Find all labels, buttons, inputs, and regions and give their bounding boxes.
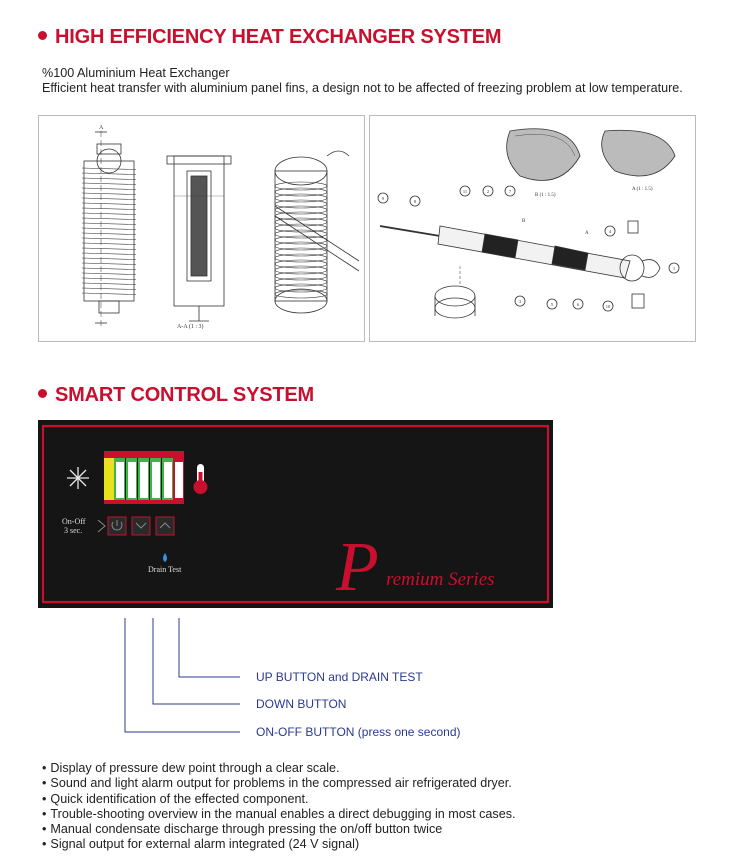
feature-item: • Quick identification of the effected component. [42,792,516,807]
section-title-text: SMART CONTROL SYSTEM [55,384,314,406]
callout-onoff-button: ON-OFF BUTTON (press one second) [256,725,461,739]
onoff-hint-duration: 3 sec. [64,526,83,535]
dew-point-scale [104,451,184,504]
intro-line-2: Efficient heat transfer with aluminium panel fins, a design not to be affected of freezing problem at low temperature. [42,81,683,95]
snowflake-icon [67,467,89,489]
callout-down-button: DOWN BUTTON [256,697,347,711]
down-button[interactable] [132,517,150,535]
intro-text [42,66,698,96]
part-number-label: 11 [462,189,468,194]
feature-item: • Trouble-shooting overview in the manual enables a direct debugging in most cases. [42,807,516,822]
up-button[interactable] [156,517,174,535]
heat-exchanger-section-illustration [39,116,364,341]
part-number-label: 4 [608,229,612,234]
section-title-heat-exchanger [38,26,501,49]
part-number-label: 9 [381,196,385,201]
mark-b-label: B [522,219,526,224]
section-title-text: HIGH EFFICIENCY HEAT EXCHANGER SYSTEM [55,26,502,48]
chevron-right-icon [98,520,105,532]
cut-mark-label: A [99,125,104,131]
bullet-dot-icon [38,389,47,398]
part-number-label: 1 [672,266,676,271]
part-number-label: 2 [486,189,490,194]
bullet-dot-icon [38,31,47,40]
callout-up-button: UP BUTTON and DRAIN TEST [256,670,423,684]
onoff-button[interactable] [108,517,126,535]
feature-item: • Sound and light alarm output for problems in the compressed air refrigerated dryer. [42,776,516,791]
brand-series-text: remium Series [386,569,495,590]
drain-test-label: Drain Test [148,565,182,574]
section-title-smart-control [38,384,314,407]
control-panel [38,420,553,608]
part-number-label: 8 [413,199,417,204]
part-number-label: 5 [550,302,554,307]
mark-a-label: A [585,231,589,236]
part-number-label: 6 [576,302,580,307]
feature-item: • Manual condensate discharge through pressing the on/off button twice [42,822,516,837]
part-number-label: 10 [605,304,611,309]
feature-item: • Display of pressure dew point through a clear scale. [42,761,516,776]
control-panel-illustration [38,420,553,608]
detail-a-label: A (1 : 1.5) [632,187,653,192]
feature-list [42,761,516,853]
part-number-label: 7 [508,189,512,194]
intro-line-1: %100 Aluminium Heat Exchanger [42,66,230,80]
brand-initial: P [336,529,379,606]
heat-exchanger-exploded-illustration [370,116,695,341]
heat-exchanger-drawing-right [369,115,696,342]
part-number-label: 3 [518,299,522,304]
section-scale-label: A-A (1 : 3) [177,324,204,330]
water-drop-icon [163,553,167,562]
heat-exchanger-drawing-left [38,115,365,342]
thermometer-icon [194,464,208,494]
feature-item: • Signal output for external alarm integrated (24 V signal) [42,837,516,852]
onoff-hint-label: On-Off [62,517,86,526]
detail-b-label: B (1 : 1.5) [535,193,556,198]
